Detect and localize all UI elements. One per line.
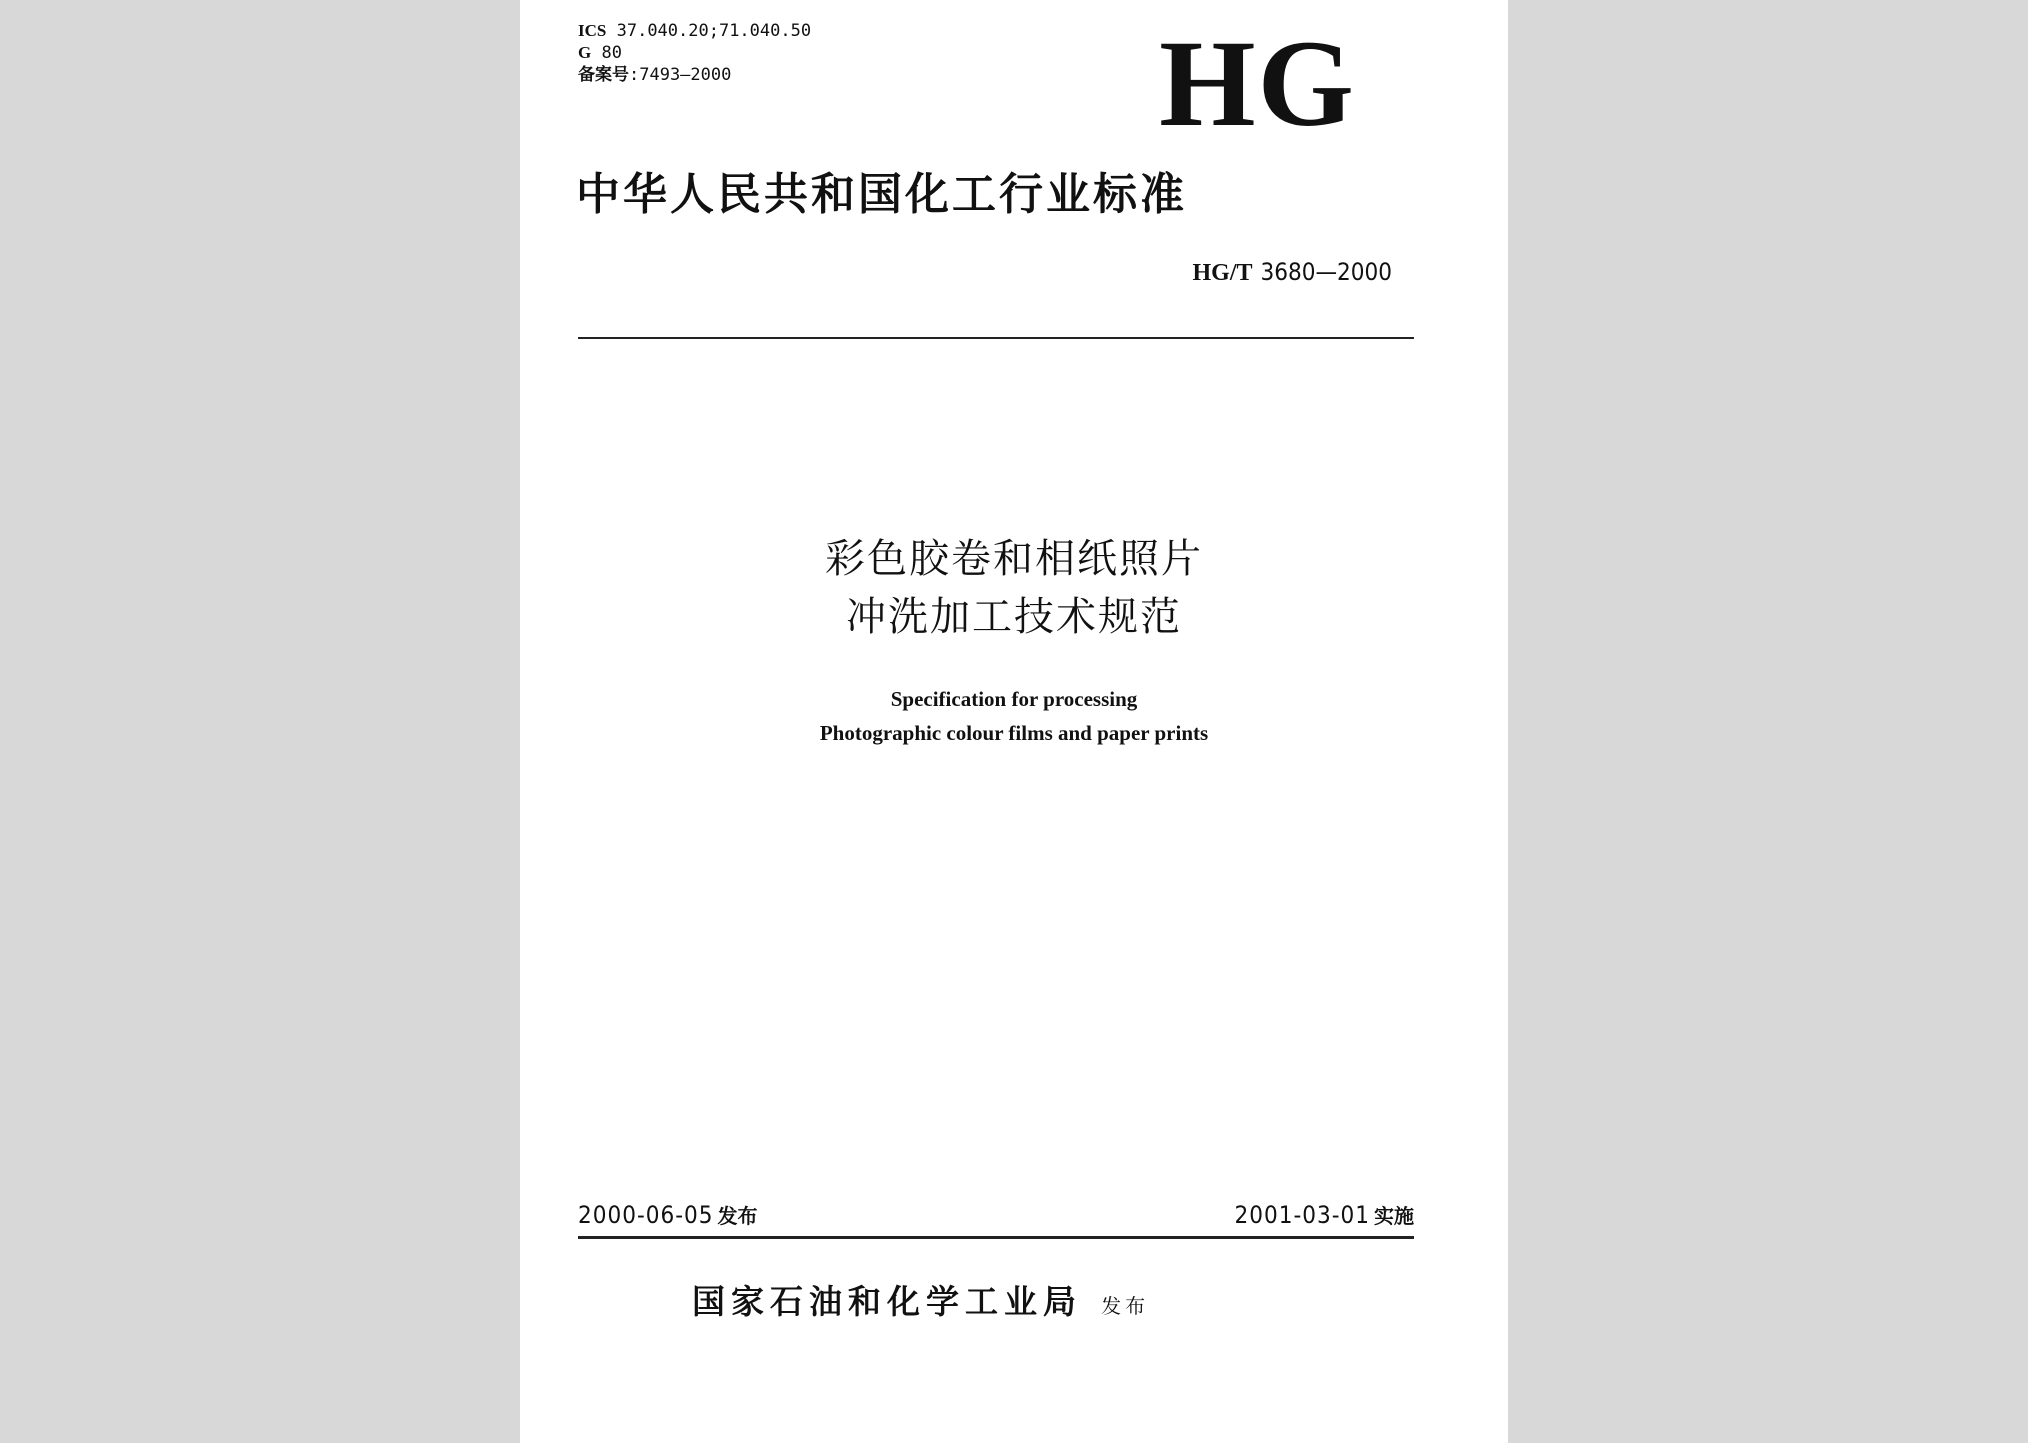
issue-date-value: 2000-06-05 [578,1201,714,1229]
filing-line [578,64,811,86]
standard-number [1193,258,1393,287]
publisher-line [692,1276,1149,1323]
classification-block [578,20,811,86]
implementation-date-label: 实施 [1374,1204,1414,1228]
ccs-line [578,42,811,64]
hg-logo: HG [1159,15,1356,152]
ics-label: ICS [578,21,607,40]
implementation-date-value: 2001-03-01 [1234,1201,1370,1229]
issue-date-label: 发布 [717,1204,758,1228]
ics-value: 37.040.20;71.040.50 [616,21,812,41]
ccs-label: G [578,43,592,62]
filing-label: 备案号 [578,65,629,84]
footer-divider [578,1236,1414,1239]
implementation-date [1235,1200,1414,1229]
english-title-line2: Photographic colour films and paper prints [819,721,1209,745]
standard-number-prefix: HG/T [1192,260,1253,286]
chinese-title-line1: 彩色胶卷和相纸照片 [825,536,1203,582]
issue-date [578,1200,757,1229]
standard-category-title: 中华人民共和国化工行业标准 [576,169,1187,220]
chinese-title [520,530,1508,646]
publisher-action: 发布 [1101,1294,1150,1318]
standard-number-value: 3680—2000 [1260,258,1392,286]
english-title-line1: Specification for processing [890,687,1138,711]
chinese-title-line2: 冲洗加工技术规范 [846,594,1182,640]
english-title [520,682,1508,750]
header-divider [578,337,1414,339]
ics-line [578,20,811,42]
publisher-name: 国家石油和化学工业局 [692,1282,1082,1321]
filing-value: :7493—2000 [629,65,732,85]
ccs-value: 80 [601,43,622,63]
document-page [520,0,1508,1443]
